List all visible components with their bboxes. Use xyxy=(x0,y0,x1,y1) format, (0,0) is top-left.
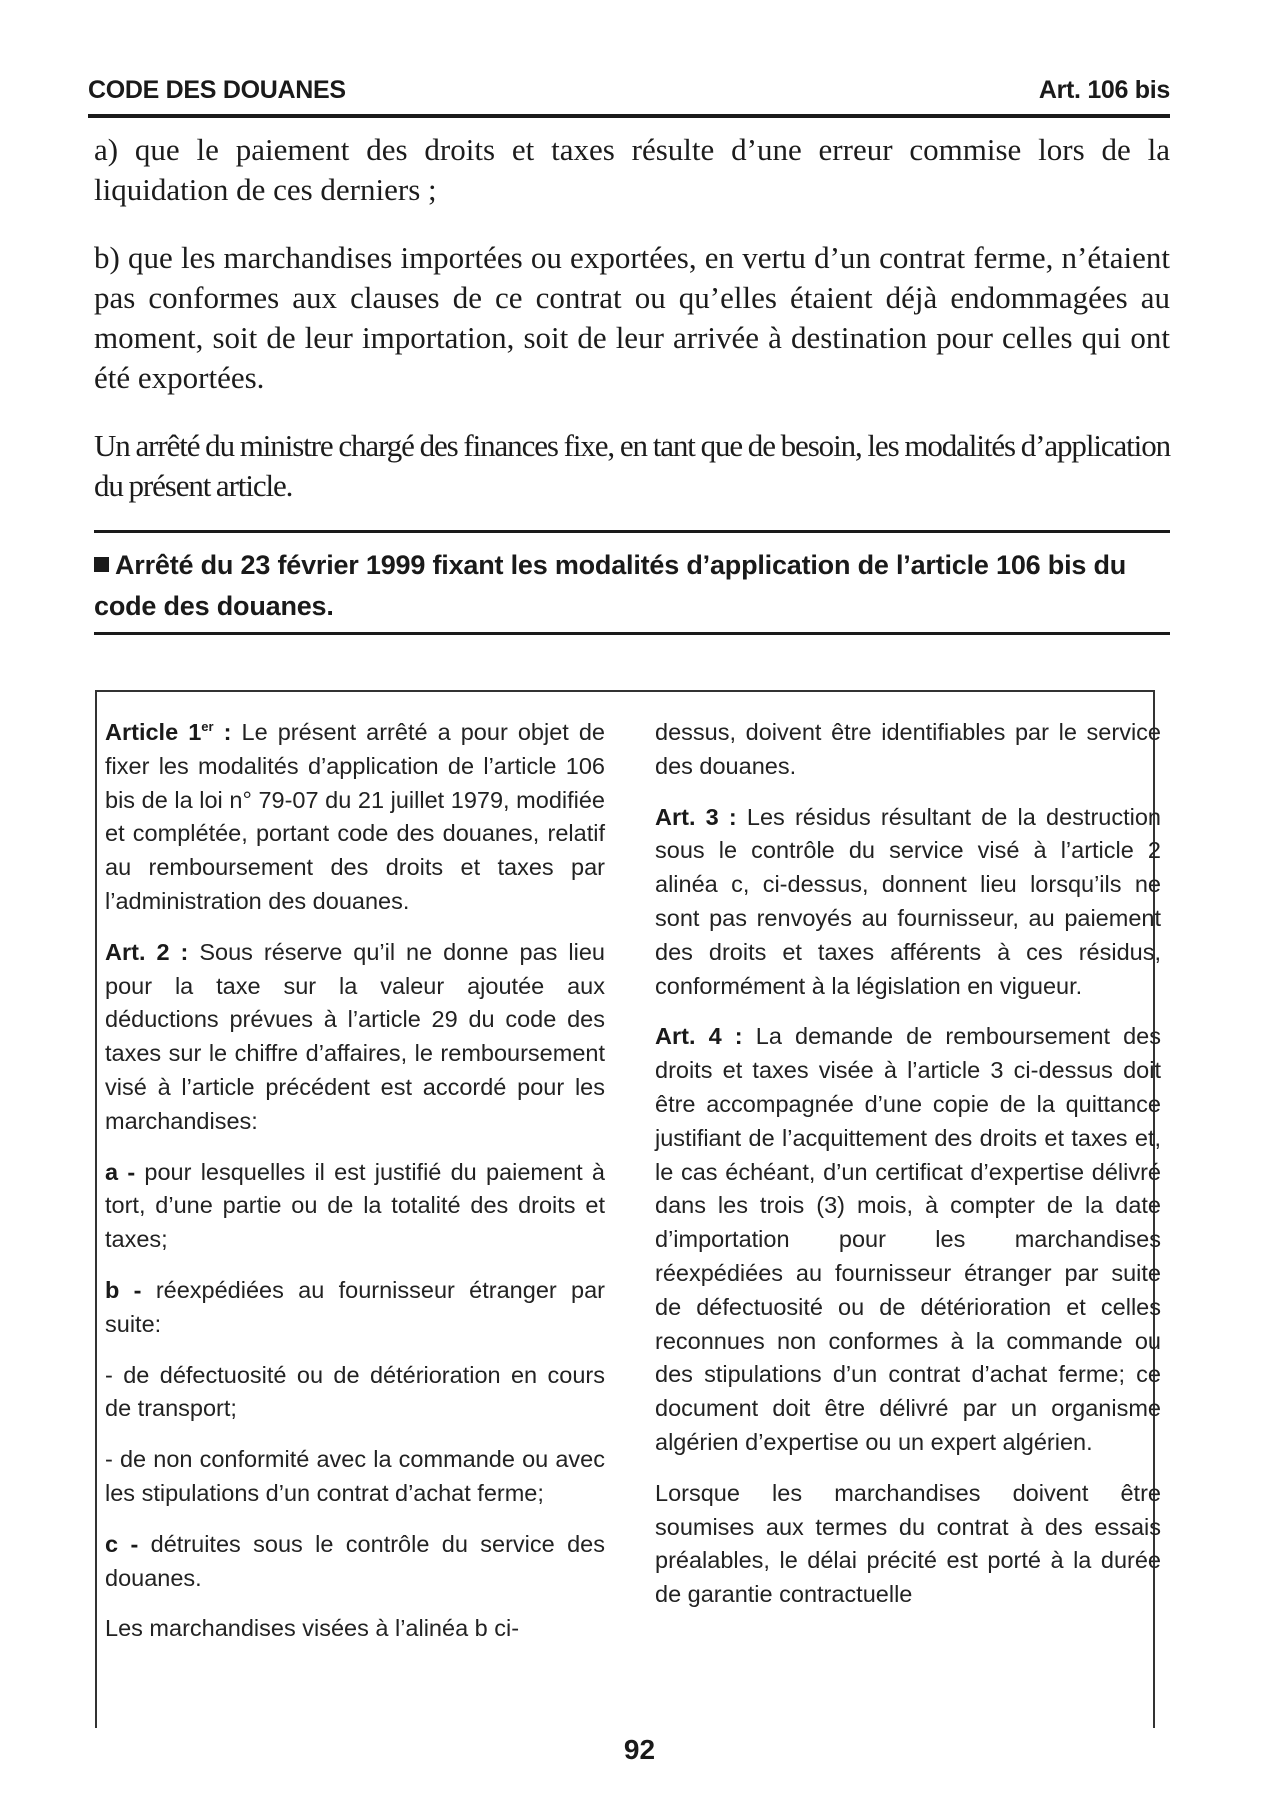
article-1-label: Article 1er : xyxy=(105,719,232,745)
item-c xyxy=(105,1528,605,1596)
square-bullet-icon xyxy=(94,557,109,572)
decree-right-column xyxy=(655,716,1161,1629)
item-b xyxy=(105,1274,605,1342)
decree-top-rule xyxy=(94,530,1170,533)
decree-left-column xyxy=(105,716,605,1663)
paragraph-b: b) que les marchandises importées ou exportées, en vertu d’un contrat ferme, n’étaient pas conformes aux clauses de ce contrat ou qu’elles étaient déjà endommagées au moment, soit de leur importation, soit de leur arrivée à destination pour celles qui ont été exportées. xyxy=(94,240,1170,395)
continued-paragraph: Les marchandises visées à l’alinéa b ci- xyxy=(105,1615,520,1642)
decree-bottom-rule xyxy=(94,632,1170,635)
article-4-text: La demande de remboursement des droits et taxes visée à l’article 3 ci-dessus doit être accompagnée d’une copie de la quittance justifiant de l’acquittement des droits et taxes et, le cas échéant, d’un certificat d’expertise délivré dans les trois (3) mois, à compter de la date d’importation pour les marchandises réexpédiées au fournisseur étranger par suite de défectuosité ou de détérioration et celles reconnues non conformes à la commande ou des stipulations d’un contrat d’achat ferme; ce document doit être délivré par un organisme algérien d’expertise ou un expert algérien. xyxy=(655,1023,1161,1455)
item-a-text: pour lesquelles il est justifié du paiement à tort, d’une partie ou de la totalité des droits et taxes; xyxy=(105,1158,605,1253)
article-2 xyxy=(105,936,605,1139)
article-1-text: Le présent arrêté a pour objet de fixer les modalités d’application de l’article 106 bis de la loi n° 79-07 du 21 juillet 1979, modifiée et complétée, portant code des douanes, relatif au remboursement des droits et taxes par l’administration des douanes. xyxy=(105,719,605,914)
article-2-label: Art. 2 : xyxy=(105,938,189,965)
article-4-label: Art. 4 : xyxy=(655,1023,743,1050)
article-1 xyxy=(105,716,605,919)
decree-title xyxy=(94,545,1170,627)
decree-title-text: Arrêté du 23 février 1999 fixant les modalités d’application de l’article 106 bis du code des douanes. xyxy=(94,550,1127,621)
article-3-text: Les résidus résultant de la destruction sous le contrôle du service visé à l’article 2 alinéa c, ci-dessus, donnent lieu lorsqu’ils ne sont pas renvoyés au fournisseur, au paiement des droits et taxes afférents à ces résidus, conformément à la législation en vigueur. xyxy=(655,803,1161,999)
item-c-label: c - xyxy=(105,1530,139,1557)
last-paragraph: Lorsque les marchandises doivent être soumises aux termes du contrat à des essais préalables, le délai précité est porté à la durée de garantie contractuelle xyxy=(655,1479,1161,1608)
paragraph-a: a) que le paiement des droits et taxes résulte d’une erreur commise lors de la liquidation de ces derniers ; xyxy=(94,132,1170,207)
running-header xyxy=(88,76,1170,105)
article-4 xyxy=(655,1020,1161,1459)
article-body xyxy=(94,130,1170,534)
header-book-title: CODE DES DOUANES xyxy=(88,76,346,104)
item-c-text: détruites sous le contrôle du service des douanes. xyxy=(105,1530,605,1591)
article-3 xyxy=(655,801,1161,1004)
paragraph-arrete: Un arrêté du ministre chargé des finances fixe, en tant que de besoin, les modalités d’application du présent article. xyxy=(94,428,1170,503)
dash-item-2: - de non conformité avec la commande ou avec les stipulations d’un contrat d’achat ferme; xyxy=(105,1446,605,1506)
dash-item-1: - de défectuosité ou de détérioration en cours de transport; xyxy=(105,1361,605,1422)
item-b-text: réexpédiées au fournisseur étranger par suite: xyxy=(105,1276,605,1337)
article-3-label: Art. 3 : xyxy=(655,803,737,830)
page-number: 92 xyxy=(623,1734,656,1765)
article-2-text: Sous réserve qu’il ne donne pas lieu pour la taxe sur la valeur ajoutée aux déductions prévues à l’article 29 du code des taxes sur le chiffre d’affaires, le remboursement visé à l’article précédent est accordé pour les marchandises: xyxy=(105,938,605,1134)
header-article-ref: Art. 106 bis xyxy=(1038,76,1170,104)
header-rule xyxy=(88,114,1170,118)
continuation-paragraph: dessus, doivent être identifiables par le service des douanes. xyxy=(655,719,1161,779)
item-b-label: b - xyxy=(105,1276,142,1303)
item-a-label: a - xyxy=(105,1158,136,1185)
item-a xyxy=(105,1156,605,1257)
